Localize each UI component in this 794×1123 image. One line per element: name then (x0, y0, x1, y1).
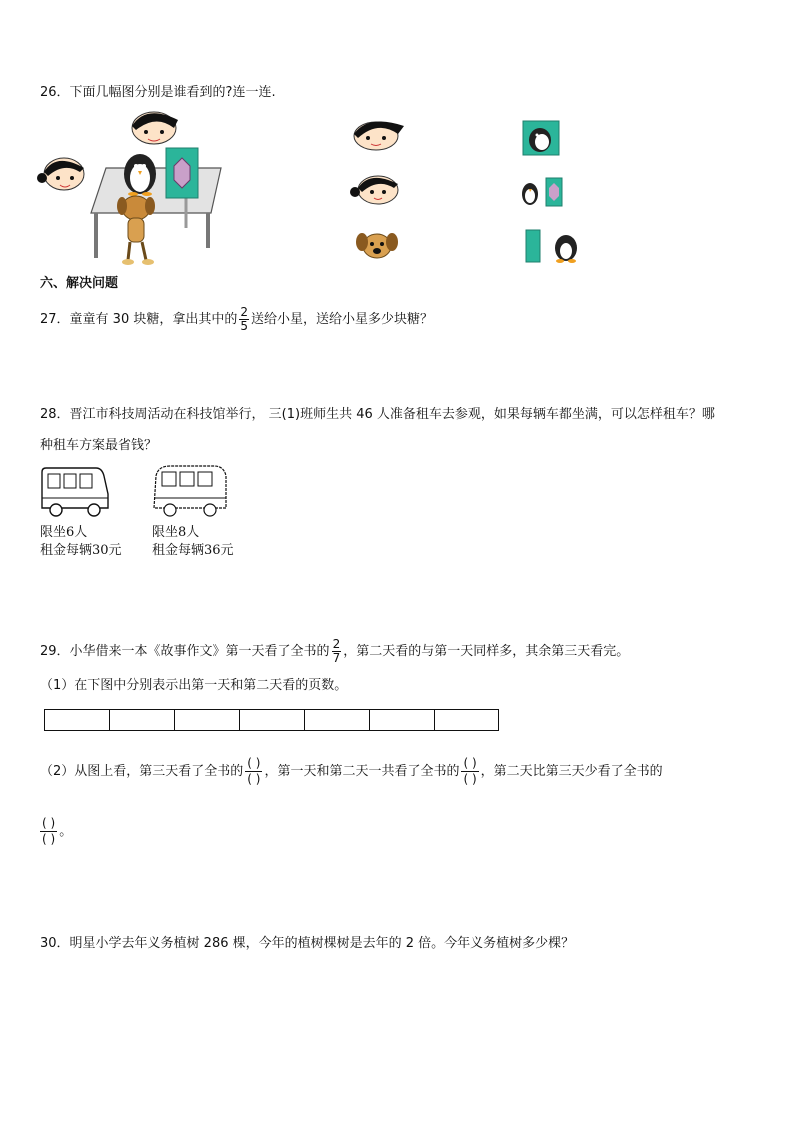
girl-face-icon (37, 158, 84, 190)
q29-prompt: 29．小华借来一本《故事作文》第一天看了全书的 $\frac{2}{7}$ ，第二天看的与第一天同样多，其余第三天看完。 (40, 637, 630, 665)
answer-blank-1[interactable]: $\frac{( )}{( )}$ (247, 756, 261, 786)
bar-segment[interactable] (175, 710, 240, 730)
q26-prompt: 26．下面几幅图分别是谁看到的?连一连. (40, 85, 276, 100)
q29-sub1: （1）在下图中分别表示出第一天和第二天看的页数。 (40, 678, 348, 693)
q30-prompt: 30．明星小学去年义务植树 286 棵，今年的植树棵树是去年的 2 倍。今年义务植树多少棵？ (40, 936, 575, 951)
bar-segment[interactable] (305, 710, 370, 730)
bar-segment[interactable] (240, 710, 305, 730)
van1-rent: 租金每辆30元 (40, 543, 122, 558)
van2-rent: 租金每辆36元 (152, 543, 234, 558)
scene-illustration (36, 108, 226, 268)
dog-icon (117, 196, 155, 265)
van-large-icon (150, 462, 230, 520)
answer-blank-3[interactable]: $\frac{( )}{( )}$ (42, 816, 56, 846)
table-top (91, 168, 221, 213)
van2-seats: 限坐8人 (152, 525, 200, 540)
q28-prompt-line2: 种租车方案最省钱？ (40, 438, 158, 453)
answer-blank-2[interactable]: $\frac{( )}{( )}$ (463, 756, 477, 786)
section-title: 六、解决问题 (40, 276, 119, 291)
q28-prompt-line1: 28．晋江市科技周活动在科技馆举行， 三(1)班师生共 46 人准备租车去参观，如果每辆车都坐满，可以怎样租车？哪 (40, 407, 715, 422)
q29-bar-diagram[interactable] (44, 709, 499, 731)
boy-face-option-icon[interactable] (346, 116, 408, 152)
bar-segment[interactable] (435, 710, 498, 730)
view-penguin-front-icon[interactable] (522, 120, 560, 156)
q29-fraction: $\frac{2}{7}$ (332, 637, 341, 665)
dog-face-option-icon[interactable] (354, 228, 400, 262)
bar-segment[interactable] (370, 710, 435, 730)
girl-face-option-icon[interactable] (348, 168, 404, 206)
view-penguin-box-icon[interactable] (518, 176, 566, 208)
bar-segment[interactable] (110, 710, 175, 730)
q29-sub2: （2）从图上看，第三天看了全书的 $\frac{( )}{( )}$ ，第一天和第二天一共看了全书的 $\frac{( )}{( )}$ ，第二天比第三天少看了全书的 (40, 756, 663, 786)
boy-face-icon (132, 112, 178, 144)
van-small-icon (38, 464, 112, 520)
q27-prompt: 27．童童有 30 块糖，拿出其中的 $\frac{2}{5}$ 送给小星，送给小星多少块糖？ (40, 305, 434, 333)
van1-seats: 限坐6人 (40, 525, 88, 540)
q29-sub2-cont: $\frac{( )}{( )}$ 。 (42, 816, 73, 846)
view-box-penguin-icon[interactable] (524, 226, 582, 264)
bar-segment[interactable] (45, 710, 110, 730)
q27-fraction: $\frac{2}{5}$ (240, 305, 248, 333)
